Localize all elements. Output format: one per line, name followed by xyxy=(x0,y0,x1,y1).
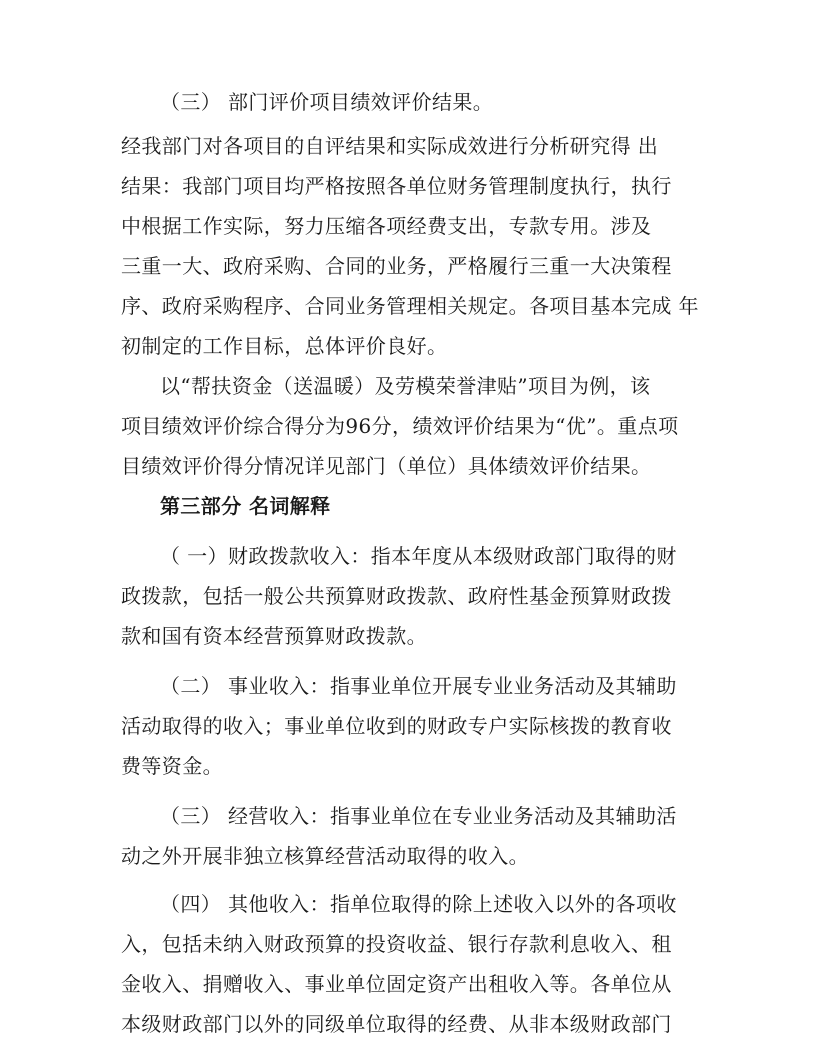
term2-line-1: （二） 事业收入：指事业单位开展专业业务活动及其辅助 xyxy=(160,674,677,698)
term2-line-2: 活动取得的收入；事业单位收到的财政专户实际核拨的教育收 xyxy=(121,714,672,738)
para1-line-6: 初制定的工作目标，总体评价良好。 xyxy=(121,334,448,358)
para2-line-2: 项目绩效评价综合得分为96分，绩效评价结果为“优”。重点项 xyxy=(121,414,679,438)
term1-line-3: 款和国有资本经营预算财政拨款。 xyxy=(121,624,427,648)
part3-heading: 第三部分 名词解释 xyxy=(160,494,331,518)
section3-title: （三） 部门评价项目绩效评价结果。 xyxy=(160,90,494,114)
para1-line-5: 序、政府采购程序、合同业务管理相关规定。各项目基本完成 年 xyxy=(121,294,699,318)
para1-line-4: 三重一大、政府采购、合同的业务，严格履行三重一大决策程 xyxy=(121,254,672,278)
term4-line-3: 金收入、捐赠收入、事业单位固定资产出租收入等。各单位从 xyxy=(121,972,672,996)
para1-line-3: 中根据工作实际，努力压缩各项经费支出，专款专用。涉及 xyxy=(121,214,652,238)
term3-line-2: 动之外开展非独立核算经营活动取得的收入。 xyxy=(121,844,529,868)
term4-line-4: 本级财政部门以外的同级单位取得的经费、从非本级财政部门 xyxy=(121,1012,672,1036)
term1-line-2: 政拨款，包括一般公共预算财政拨款、政府性基金预算财政拨 xyxy=(121,584,672,608)
para1-line-1: 经我部门对各项目的自评结果和实际成效进行分析研究得 出 xyxy=(121,134,659,158)
term4-line-2: 入，包括未纳入财政预算的投资收益、银行存款利息收入、租 xyxy=(121,932,672,956)
term2-line-3: 费等资金。 xyxy=(121,754,223,778)
term4-line-1: （四） 其他收入：指单位取得的除上述收入以外的各项收 xyxy=(160,892,677,916)
para2-line-1: 以“帮扶资金（送温暖）及劳模荣誉津贴”项目为例，该 xyxy=(160,374,651,398)
para2-line-3: 目绩效评价得分情况详见部门（单位）具体绩效评价结果。 xyxy=(121,454,652,478)
term3-line-1: （三） 经营收入：指事业单位在专业业务活动及其辅助活 xyxy=(160,804,677,828)
term1-line-1: （ 一）财政拨款收入：指本年度从本级财政部门取得的财 xyxy=(160,544,677,568)
para1-line-2: 结果：我部门项目均严格按照各单位财务管理制度执行，执行 xyxy=(121,174,672,198)
